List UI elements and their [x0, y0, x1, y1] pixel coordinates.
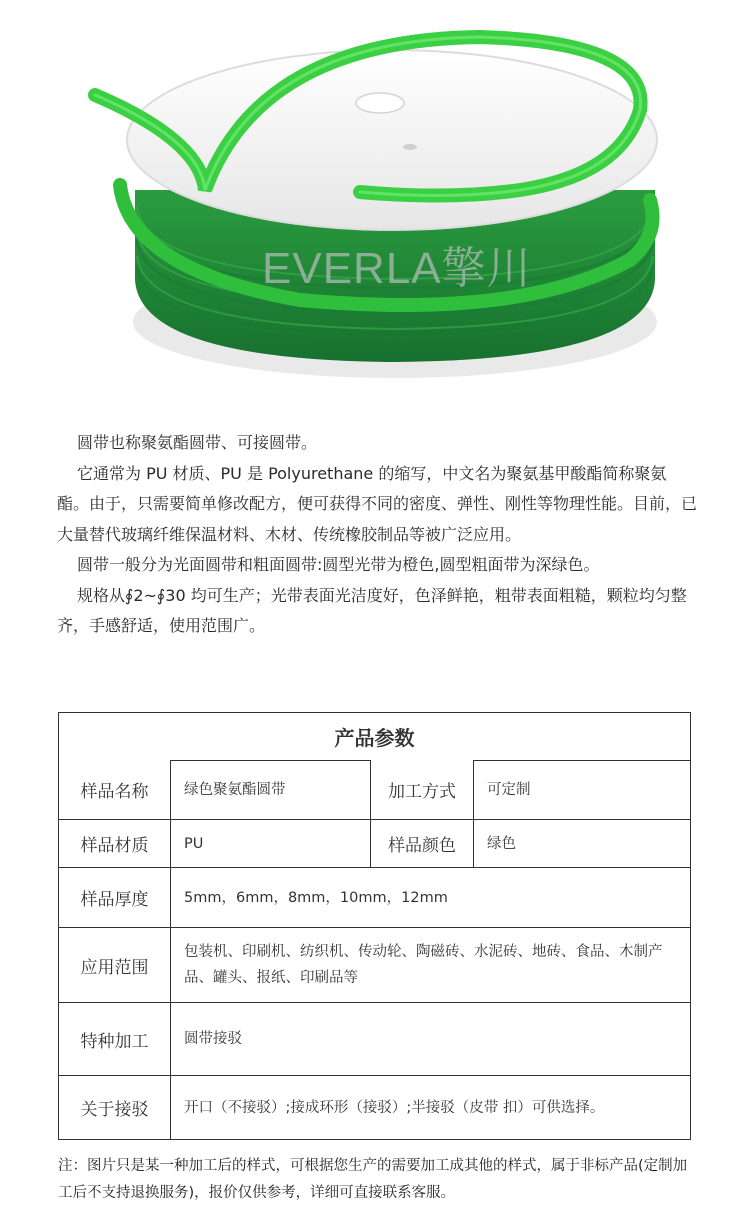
intro-paragraph-2: 它通常为 PU 材质、PU 是 Polyurethane 的缩写，中文名为聚氨基甲酸酯简称聚氨酯。由于，只需要简单修改配方，便可获得不同的密度、弹性、刚性等物理性能。目前，已大量替代玻璃纤维保温材料、木材、传统橡胶制品等被广泛应用。 [57, 463, 698, 544]
table-row [59, 820, 690, 868]
row-value: 5mm，6mm，8mm，10mm，12mm [170, 868, 690, 927]
row-value: PU [170, 820, 370, 867]
row-value: 绿色 [473, 820, 690, 867]
row-label: 样品厚度 [59, 868, 170, 927]
row-value: 可定制 [473, 760, 690, 819]
intro-paragraph-1: 圆带也称聚氨酯圆带、可接圆带。 [77, 433, 318, 452]
belt-spool-image [0, 0, 750, 400]
product-photo [0, 0, 750, 400]
spec-table [58, 712, 691, 1140]
table-row [59, 868, 690, 928]
row-label: 应用范围 [59, 928, 170, 1002]
intro-paragraph-3: 圆带一般分为光面圆带和粗面圆带:圆型光带为橙色,圆型粗面带为深绿色。 [77, 555, 600, 574]
row-label: 关于接驳 [59, 1076, 170, 1139]
row-label: 特种加工 [59, 1003, 170, 1075]
row-value: 包装机、印刷机、纺织机、传动轮、陶磁砖、水泥砖、地砖、食品、木制产品、罐头、报纸、印刷品等 [170, 928, 690, 1002]
table-row [59, 928, 690, 1003]
table-row [59, 1003, 690, 1076]
disclaimer-note: 注：图片只是某一种加工后的样式，可根据您生产的需要加工成其他的样式，属于非标产品(定制加工后不支持退换服务)，报价仅供参考，详细可直接联系客服。 [58, 1158, 688, 1201]
row-value: 开口（不接驳）;接成环形（接驳）;半接驳（皮带 扣）可供选择。 [170, 1076, 690, 1139]
row-value: 圆带接驳 [170, 1003, 690, 1075]
row-label: 样品颜色 [370, 820, 473, 867]
table-row [59, 1076, 690, 1139]
row-value: 绿色聚氨酯圆带 [170, 760, 370, 819]
spec-table-title: 产品参数 [59, 713, 690, 761]
intro-paragraph-4: 规格从∮2~∮30 均可生产；光带表面光洁度好，色泽鲜艳，粗带表面粗糙，颗粒均匀整齐，手感舒适，使用范围广。 [57, 585, 687, 635]
watermark: EVERLA擎川 [262, 244, 532, 293]
row-label: 加工方式 [370, 760, 473, 819]
row-label: 样品材质 [59, 820, 170, 867]
row-label: 样品名称 [59, 760, 170, 819]
table-row [59, 760, 690, 820]
intro-text [57, 428, 697, 642]
